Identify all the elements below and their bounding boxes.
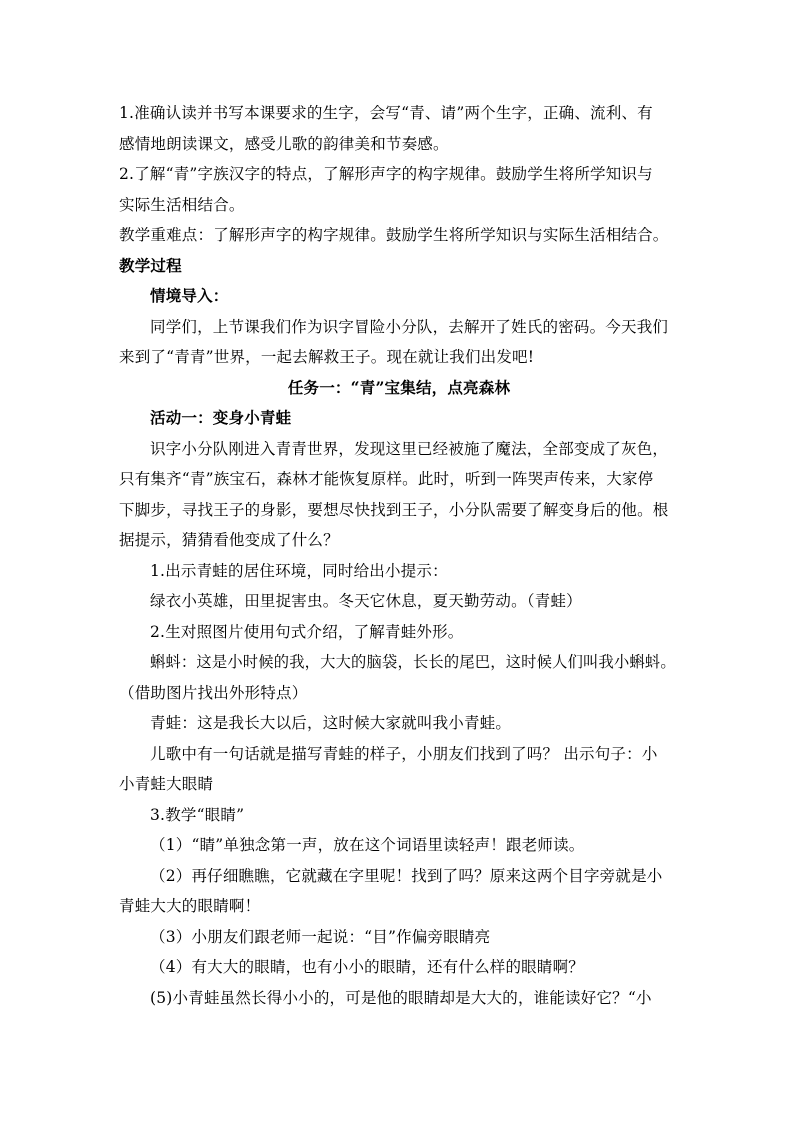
text-line: 情境导入：: [150, 286, 229, 305]
text-line: 1.准确认读并书写本课要求的生字，会写“青、请”两个生字，正确、流利、有: [119, 104, 653, 122]
text-line: 活动一：变身小青蛙: [150, 408, 292, 427]
text-line: 绿衣小英雄，田里捉害虫。冬天它休息，夏天勤劳动。（青蛙）: [150, 592, 582, 610]
text-line: 识字小分队刚进入青青世界，发现这里已经被施了魔法，全部变成了灰色，: [150, 439, 669, 458]
text-line: 任务一：“青”宝集结，点亮森林: [287, 377, 511, 397]
text-line: （借助图片找出外形特点）: [119, 683, 308, 702]
text-line: （4）有大大的眼睛，也有小小的眼睛，还有什么样的眼睛啊？: [150, 958, 584, 976]
text-line: 蝌蚪：这是小时候的我，大大的脑袋，长长的尾巴，这时候人们叫我小蝌蚪。: [150, 653, 676, 671]
text-line: （1）“睛”单独念第一声，放在这个词语里读轻声！跟老师读。: [150, 836, 585, 854]
text-line: 儿歌中有一句话就是描写青蛙的样子，小朋友们找到了吗？ 出示句子：小: [150, 744, 658, 763]
text-line: 下脚步，寻找王子的身影，要想尽快找到王子，小分队需要了解变身后的他。根: [119, 500, 669, 519]
text-line: 感情地朗读课文，感受儿歌的韵律美和节奏感。: [119, 134, 449, 153]
text-line: 来到了“青青”世界，一起去解救王子。现在就让我们出发吧!: [119, 348, 535, 366]
text-line: （2）再仔细瞧瞧，它就藏在字里呢！找到了吗？原来这两个目字旁就是小: [150, 866, 663, 885]
text-line: 3.教学“眼睛”: [150, 805, 245, 824]
text-line: 据提示，猜猜看他变成了什么？: [119, 531, 339, 549]
text-line: 青蛙：这是我长大以后，这时候大家就叫我小青蛙。: [150, 714, 512, 732]
text-line: 青蛙大大的眼睛啊！: [119, 897, 261, 915]
text-line: 实际生活相结合。: [119, 195, 245, 214]
text-line: 1.出示青蛙的居住环境，同时给出小提示：: [150, 561, 448, 580]
text-line: 2.了解“青”字族汉字的特点，了解形声字的构字规律。鼓励学生将所学知识与: [119, 165, 653, 183]
document-page: [119, 98, 679, 1013]
text-line: 2.生对照图片使用句式介绍，了解青蛙外形。: [150, 622, 464, 641]
text-line: 只有集齐“青”族宝石，森林才能恢复原样。此时，听到一阵哭声传来，大家停: [119, 470, 654, 488]
text-line: 小青蛙大眼睛: [119, 775, 214, 793]
text-line: 教学重难点：了解形声字的构字规律。鼓励学生将所学知识与实际生活相结合。: [119, 226, 669, 244]
text-line: 教学过程: [119, 255, 182, 275]
text-line: (5)小青蛙虽然长得小小的，可是他的眼睛却是大大的，谁能读好它？“小: [150, 988, 652, 1007]
text-line: 同学们，上节课我们作为识字冒险小分队，去解开了姓氏的密码。今天我们: [150, 317, 669, 336]
text-line: （3）小朋友们跟老师一起说：“目”作偏旁眼睛亮: [150, 927, 491, 946]
